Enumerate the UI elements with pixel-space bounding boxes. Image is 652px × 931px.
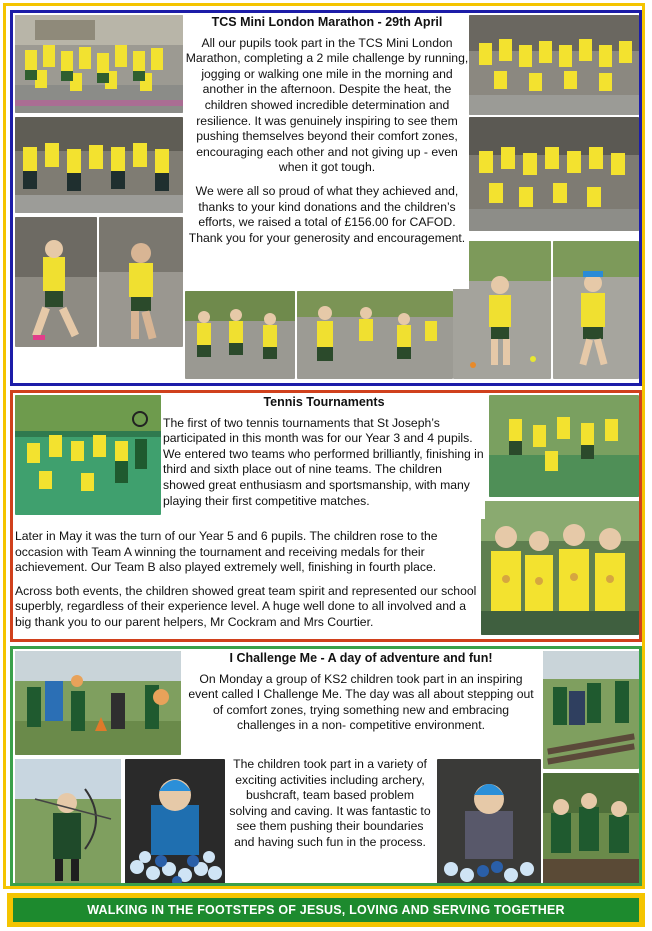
marathon-photo-boy-running <box>99 217 183 347</box>
challenge-photo-team-walkers <box>543 651 639 769</box>
marathon-photo-girl-running <box>15 217 97 347</box>
tennis-article-body <box>15 529 479 639</box>
challenge-photo-caving-girl <box>437 759 541 885</box>
tennis-photo-children-court <box>489 395 639 497</box>
marathon-title: TCS Mini London Marathon - 29th April <box>211 15 443 29</box>
challenge-article-body <box>227 757 433 885</box>
challenge-paragraph-1: On Monday a group of KS2 children took part in an inspiring event called I Challenge Me. The day was all about stepping out of comfort zones, trying something new and embracing challenges in a non- competitive environment. <box>188 671 534 733</box>
challenge-title: I Challenge Me - A day of adventure and fun! <box>229 651 493 665</box>
challenge-paragraph-2: The children took part in a variety of exciting activities including archery, bushcraft, team based problem solving and caving. It was fantastic to see them pushing their boundaries and having such fun in the process. <box>229 757 431 849</box>
tennis-article-intro <box>163 395 485 519</box>
footer-band <box>7 893 645 927</box>
marathon-photo-group-wall <box>469 15 639 115</box>
tennis-section <box>10 390 642 642</box>
marathon-paragraph-2: We were all so proud of what they achieved and, thanks to your kind donations and the children’s efforts, we raised a total of £156.00 for CAFOD. Thank you for your generosity and encouragement. <box>188 183 466 245</box>
tennis-photo-team-rackets <box>15 395 161 515</box>
school-motto: WALKING IN THE FOOTSTEPS OF JESUS, LOVING AND SERVING TOGETHER <box>13 898 639 922</box>
challenge-section <box>10 646 642 886</box>
marathon-photo-group-running <box>185 291 295 379</box>
challenge-photo-ball-pit-blue-helmet <box>125 759 225 885</box>
marathon-photo-group-sitting <box>469 117 639 231</box>
tennis-paragraph-2: Later in May it was the turn of our Year 5 and 6 pupils. The children rose to the occasion with Team A winning the tournament and receiving medals for their achievement. Our Team B also played extremely well, finishing in fourth place. <box>15 529 438 575</box>
tennis-photo-medal-winners <box>481 501 639 635</box>
marathon-photo-girl-blue-cap <box>553 241 639 379</box>
marathon-photo-boys-running <box>297 291 453 379</box>
challenge-photo-archery <box>15 759 121 885</box>
marathon-paragraph-1: All our pupils took part in the TCS Mini London Marathon, completing a 2 mile challenge by running, jogging or walking one mile in the morning and another in the afternoon. Despite the heat, the children showed incredible determination and resilience. It was genuinely inspiring to see them pushing themselves beyond their comfort zones, encouraging each other and not giving up - even when it got tough. <box>185 35 469 175</box>
challenge-article-intro <box>183 651 539 755</box>
marathon-photo-children-cheering <box>15 117 183 213</box>
marathon-section <box>10 10 642 386</box>
tennis-paragraph-1: The first of two tennis tournaments that St Joseph’s participated in this month was for our Year 3 and 4 pupils. We entered two teams who performed brilliantly, finishing in third and sixth place out of nine teams. The children showed great enthusiasm and sportsmanship, with many playing their first competitive matches. <box>163 415 484 508</box>
marathon-photo-group-playground <box>15 15 183 113</box>
challenge-photo-bushcraft <box>543 773 639 885</box>
tennis-title: Tennis Tournaments <box>263 395 385 409</box>
challenge-photo-group-activity <box>15 651 181 755</box>
tennis-paragraph-3: Across both events, the children showed great team spirit and represented our school superbly, regardless of their experience level. A huge well done to all involved and a big thank you to our parent helpers, Mr Cockram and Mrs Courtier. <box>15 583 477 629</box>
marathon-article <box>185 15 469 289</box>
